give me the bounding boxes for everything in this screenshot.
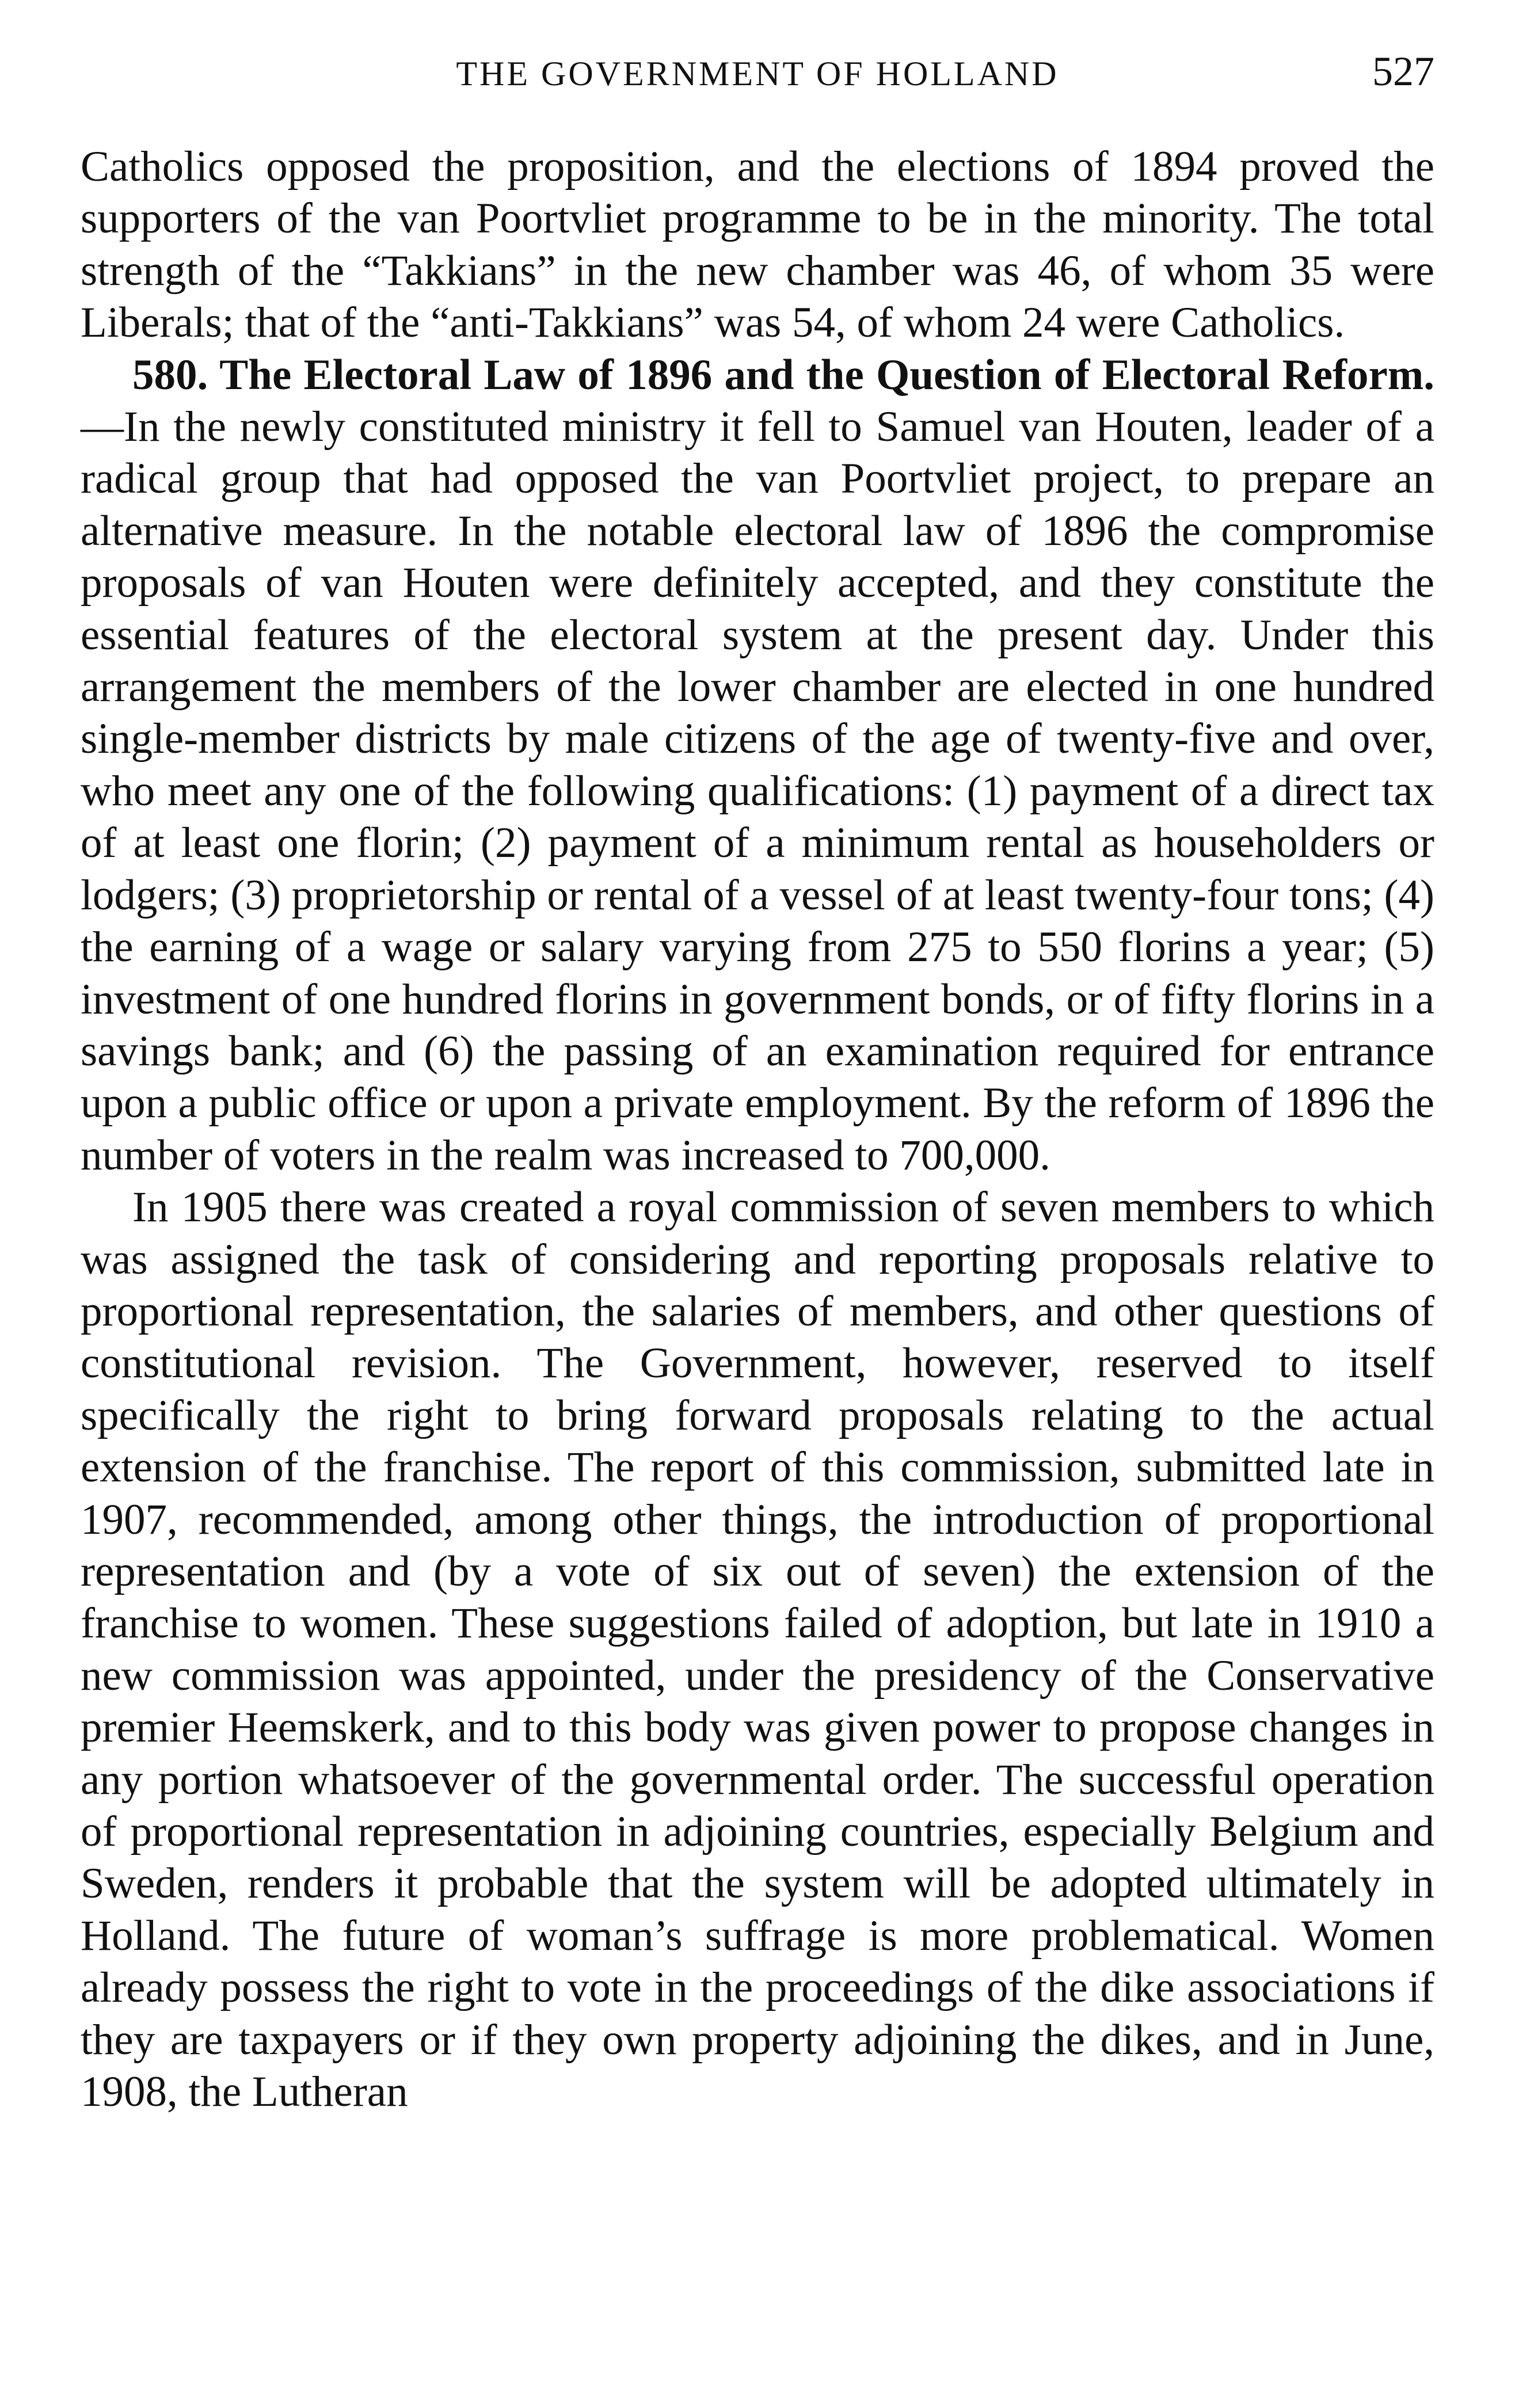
section-paragraph (81, 349, 1434, 1182)
body-text (81, 141, 1434, 2118)
page-number: 527 (1372, 48, 1434, 94)
section-paragraph-text: —In the newly constituted ministry it fell to Samuel van Houten, leader of a radical group that had opposed the van Poortvliet project, to prepare an alternative measure. In the notable electoral law of 1896 the compromise proposals of van Houten were definitely accepted, and they constitute the essential features of the electoral system at the present day. Under this arrangement the members of the lower chamber are elected in one hundred single-member districts by male citizens of the age of twenty-five and over, who meet any one of the following qualifications: (1) payment of a direct tax of at least one florin; (2) payment of a minimum rental as householders or lodgers; (3) proprietorship or rental of a vessel of at least twenty-four tons; (4) the earning of a wage or salary varying from 275 to 550 florins a year; (5) investment of one hundred florins in government bonds, or of fifty florins in a savings bank; and (6) the passing of an examination required for entrance upon a public office or upon a private employment. By the reform of 1896 the number of voters in the realm was increased to 700,000. (81, 403, 1434, 1179)
running-header (81, 48, 1434, 100)
paragraph-royal-commission: In 1905 there was created a royal commission of seven members to which was assigned the task of considering and reporting proposals relative to proportional representation, the salaries of members, and other questions of constitutional revision. The Government, however, reserved to itself specifically the right to bring forward proposals relating to the actual extension of the franchise. The report of this commission, submitted late in 1907, recommended, among other things, the introduction of proportional representation and (by a vote of six out of seven) the extension of the franchise to women. These suggestions failed of adoption, but late in 1910 a new commission was appointed, under the presidency of the Conservative premier Heemskerk, and to this body was given power to propose changes in any portion whatsoever of the governmental order. The successful operation of proportional representation in adjoining countries, especially Belgium and Sweden, renders it probable that the system will be adopted ultimately in Holland. The future of woman’s suffrage is more problematical. Women already possess the right to vote in the proceedings of the dike associations if they are taxpayers or if they own property adjoining the dikes, and in June, 1908, the Lutheran (81, 1183, 1434, 2116)
running-title: THE GOVERNMENT OF HOLLAND (456, 55, 1059, 93)
paragraph-continuation: Catholics opposed the proposition, and the elections of 1894 proved the supporters of the van Poortvliet programme to be in the minority. The total strength of the “Takkians” in the new chamber was 46, of whom 35 were Liberals; that of the “anti-Takkians” was 54, of whom 24 were Catholics. (81, 143, 1434, 347)
section-heading: 580. The Electoral Law of 1896 and the Question of Electoral Reform. (132, 350, 1434, 399)
